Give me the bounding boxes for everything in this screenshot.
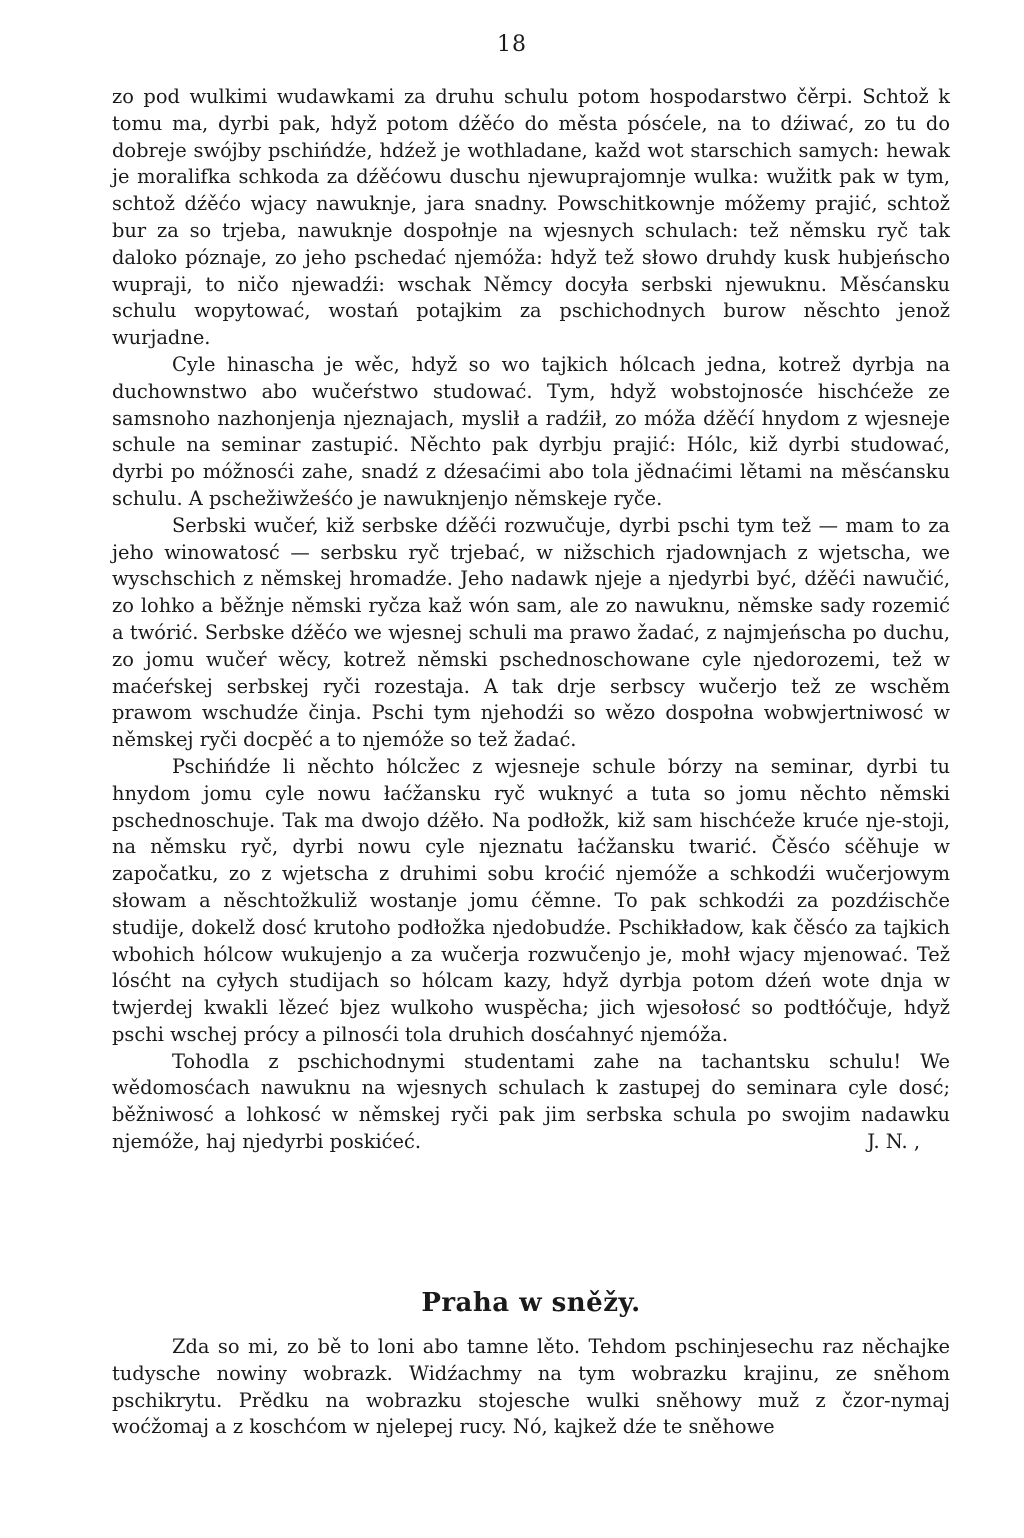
paragraph-1: zo pod wulkimi wudawkami za druhu schulu potom hospodarstwo čěrpi. Schtož k tomu ma, dyrbi pak, hdyž potom dźěćo do města pósćele, na to dźiwać, zo tu do dobreje swójby pschińdźe, hdźež je wothladane, každ wot starschich samych: hewak je moralifka schkoda za dźěćowu duschu njewuprajomnje wulka: wužitk pak w tym, schtož dźěćo wjacy nawuknje, jara snadny. Powschitkownje móžemy prajić, schtož bur za so trjeba, nawuknje dospołnje na wjesnych schulach: tež němsku ryč tak daloko póznaje, zo jeho pschedać njemóža: hdyž tež słowo druhdy kusk hubjeńscho wupraji, to ničo njewadźi: wschak Němcy docyła serbski njewuknu. Měsćansku schulu wopytować, wostań potajkim za pschichodnych burow něschto jenož wurjadne. [112,85,950,350]
page-number: 18 [497,32,527,57]
article-2-paragraph-1: Zda so mi, zo bě to loni abo tamne lěto. Tehdom pschinjesechu raz něchajke tudysche nowiny wobrazk. Widźachmy na tym wobrazku krajinu, ze sněhom pschikrytu. Prědku na wobrazku stojesche wulki sněhowy muž z čzor-nymaj woćžomaj a z koschćom w njelepej rucy. Nó, kajkež dźe te sněhowe [112,1335,950,1439]
paragraph-3: Serbski wučeŕ, kiž serbske dźěći rozwučuje, dyrbi pschi tym tež — mam to za jeho winowatosć — serbsku ryč trjebać, w nižschich rjadownjach z wjetscha, we wyschschich z němskej hromadźe. Jeho nadawk njeje a njedyrbi być, dźěći nawučić, zo lohko a běžnje němski ryčza kaž wón sam, ale zo nawuknu, němske sady rozemić a twórić. Serbske dźěćo we wjesnej schuli ma prawo žadać, z najmjeńscha po duchu, zo jomu wučeŕ wěcy, kotrež němski pschednoschowane cyle njedorozemi, tež w maćeŕskej serbskej ryči rozestaja. A tak drje serbscy wučerjo tež ze wschěm prawom wschudźe činja. Pschi tym njehodźi so wězo dospołna wobwjertniwosć w němskej ryči docpěć a to njemóže so tež žadać. [112,513,950,752]
paragraph-5: Tohodla z pschichodnymi studentami zahe na tachantsku schulu! We wědomosćach nawuknu na wjesnych schulach k zastupej do seminara cyle dosć; běžniwosć a lohkosć w němskej ryči pak jim serbska schula po swojim nadawku njemóže, haj njedyrbi poskićeć. [112,1049,950,1154]
author-signature: J. N. , [867,1130,920,1154]
paragraph-4: Pschińdźe li něchto hólcžec z wjesneje schule bórzy na seminar, dyrbi tu hnydom jomu cyle nowu łaćžansku ryč wuknyć a tuta so jomu něchto němski pschednoschuje. Tak ma dwojo dźěło. Na podłožk, kiž sam hischćeže kruće nje-stoji, na němsku ryč, dyrbi nowu cyle njeznatu łaćžansku twarić. Čěsćo sćěhuje w započatku, zo z wjetscha z druhimi sobu kroćić njemóže a schkodźi wučerjowym słowam a něschtožkuliž wostanje jomu ćěmne. To pak schkodźi za pozdźischče studije, dokelž dosć krutoho podłožka njedobudźe. Pschikładow, kak čěsćo za tajkich wbohich hólcow wukujenjo a za wučerja rozwučenjo je, mohł wjacy mjenować. Tež lósćht na cyłych studijach so hólcam kazy, hdyž dyrbja potom dźeń wote dnja w twjerdej kwakli lězeć bjez wulkoho wuspěcha; jich wjesołosć so podtłóčuje, hdyž pschi wschej prócy a pilnosći tola druhich dosćahnyć njemóža. [112,754,950,1046]
article-body [112,84,950,1156]
paragraph-2: Cyle hinascha je wěc, hdyž so wo tajkich hólcach jedna, kotrež dyrbja na duchownstwo abo wučeŕstwo studować. Tym, hdyž wobstojnosće hischćeže ze samsnoho nazhonjenja njeznajach, myslił a radźił, zo móža dźěćí hnydom z wjesneje schule na seminar zastupić. Něchto pak dyrbju prajić: Hólc, kiž dyrbi studować, dyrbi po móžnosći zahe, snadź z dźesaćimi abo tola jědnaćimi lětami na měsćansku schulu. A pschežiwžeśćo je nawuknjenjo němskeje ryče. [112,352,950,510]
article-2-title: Praha w sněžy. [421,1288,641,1318]
article-2 [112,1288,950,1441]
